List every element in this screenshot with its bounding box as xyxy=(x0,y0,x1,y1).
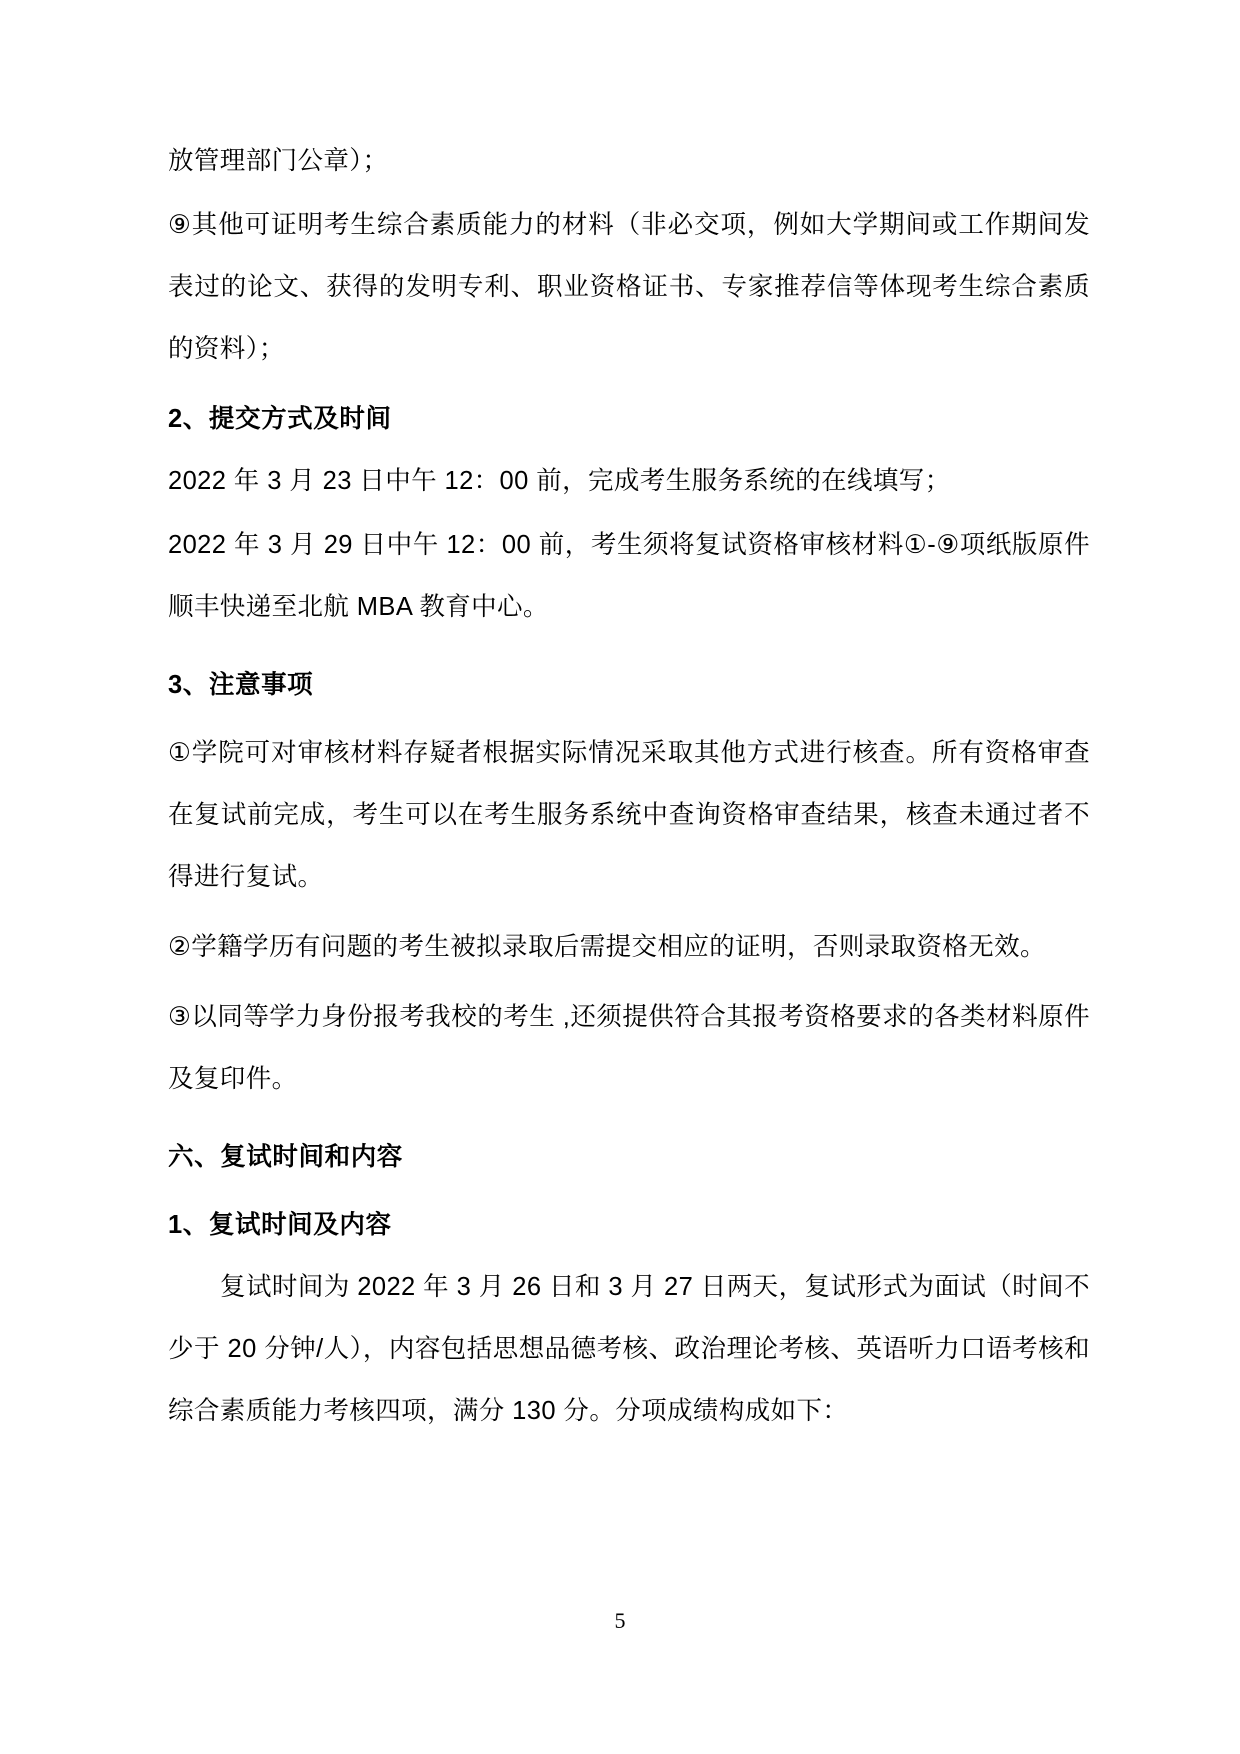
heading-notes: 3、注意事项 xyxy=(168,671,314,699)
paragraph-section-six-body: 复试时间为 2022 年 3 月 26 日和 3 月 27 日两天，复试形式为面试（时间不少于 20 分钟/人），内容包括思想品德考核、政治理论考核、英语听力口语考核和综合素质能力考核四项，满分 130 分。分项成绩构成如下： xyxy=(168,1273,1090,1425)
heading-submission-method: 2、提交方式及时间 xyxy=(168,405,392,433)
paragraph-note-2: ②学籍学历有问题的考生被拟录取后需提交相应的证明，否则录取资格无效。 xyxy=(168,933,1046,961)
paragraph-item-9: ⑨其他可证明考生综合素质能力的材料（非必交项，例如大学期间或工作期间发表过的论文、获得的发明专利、职业资格证书、专家推荐信等体现考生综合素质的资料）； xyxy=(168,211,1090,363)
paragraph-continued: 放管理部门公章）； xyxy=(168,147,389,175)
heading-section-six: 六、复试时间和内容 xyxy=(168,1143,403,1171)
paragraph-note-3: ③以同等学力身份报考我校的考生 ,还须提供符合其报考资格要求的各类材料原件及复印件。 xyxy=(168,1003,1090,1093)
heading-section-six-1: 1、复试时间及内容 xyxy=(168,1211,392,1239)
page-number: 5 xyxy=(614,1608,626,1633)
spacer xyxy=(168,640,1090,654)
spacer xyxy=(168,1112,1090,1126)
paragraph-note-1: ①学院可对审核材料存疑者根据实际情况采取其他方式进行核查。所有资格审查在复试前完成，考生可以在考生服务系统中查询资格审查结果，核查未通过者不得进行复试。 xyxy=(168,739,1090,891)
paragraph-submit-deadline-2: 2022 年 3 月 29 日中午 12：00 前，考生须将复试资格审核材料①-⑨项纸版原件顺丰快递至北航 MBA 教育中心。 xyxy=(168,531,1090,621)
paragraph-submit-deadline-1: 2022 年 3 月 23 日中午 12：00 前，完成考生服务系统的在线填写； xyxy=(168,467,951,495)
